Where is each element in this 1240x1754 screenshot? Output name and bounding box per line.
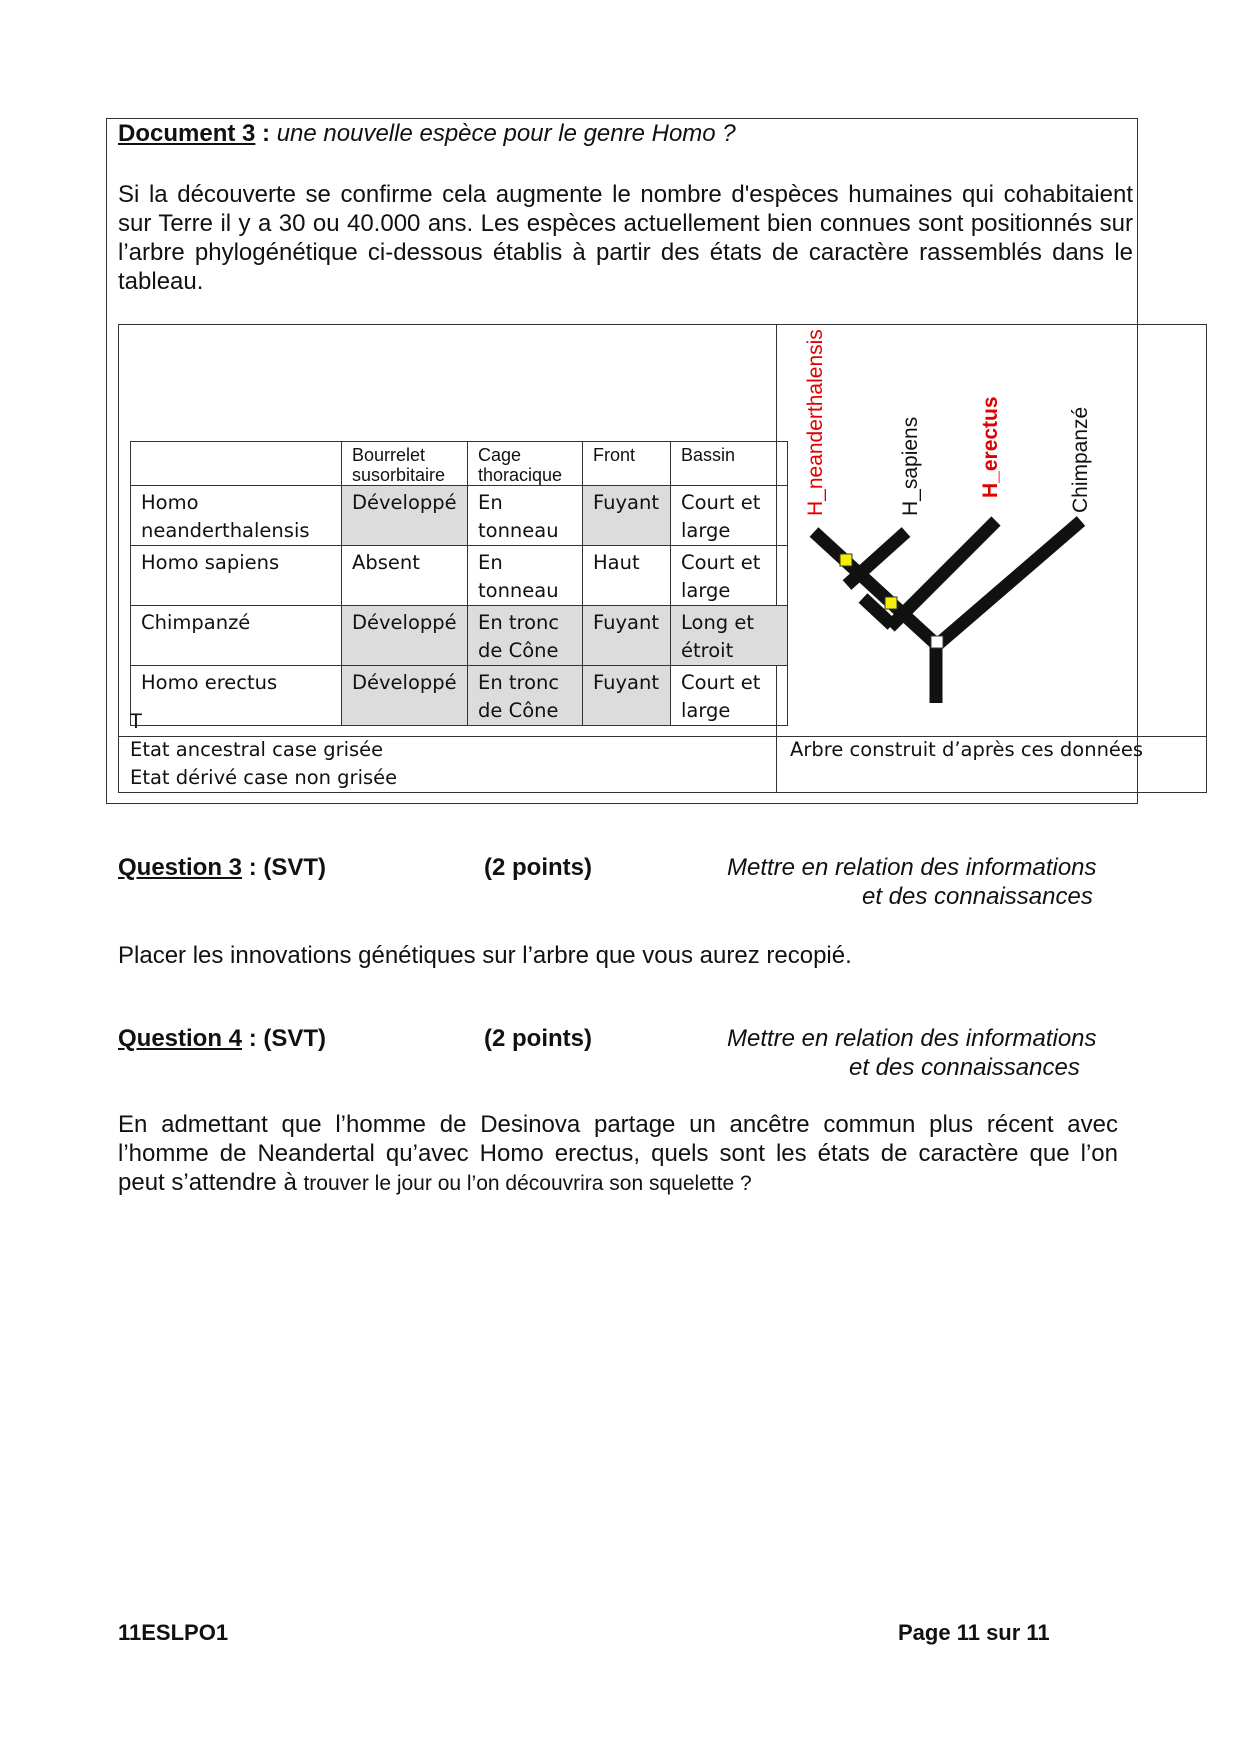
frame-mid-line [118,736,1207,737]
question3-points: (2 points) [484,854,592,881]
header-cell-cage: Cage thoracique [468,442,583,486]
legend-derived: Etat dérivé case non grisée [130,766,398,789]
question4-suffix: : (SVT) [242,1025,327,1052]
frame-right-line [1206,324,1207,792]
leaf-label-neanderthalensis: H_neanderthalensis [804,329,827,516]
node-yellow-1 [840,554,852,566]
document-paragraph: Si la découverte se confirme cela augmente le nombre d'espèces humaines qui cohabitaient sur Terre il y a 30 ou 40.000 ans. Les espèces actuellement bien connues sont positionnés sur l’arbre phylogénétique ci-dessous établis à partir des états de caractère rassemblés dans le tableau. [118,181,1133,295]
footer-code: 11ESLPO1 [118,1620,229,1645]
character-table [130,441,788,726]
frame-bottom-line [118,792,1207,793]
front-cell: Haut [583,546,671,606]
bourrelet-cell: Développé [342,666,468,726]
table-row [131,606,788,666]
node-yellow-2 [885,597,897,609]
question4-text-line1: En admettant que l’homme de Desinova partage un ancêtre commun plus récent avec [118,1111,1118,1138]
question4-skill-line2: et des connaissances [849,1054,1080,1081]
bassin-cell: Long et étroit [671,606,788,666]
question4-points: (2 points) [484,1025,592,1052]
front-cell: Fuyant [583,666,671,726]
legend-ancestral: Etat ancestral case grisée [130,738,384,761]
species-cell: Homo neanderthalensis [131,486,342,546]
branch-chimpanze [936,521,1081,646]
header-cell-bourrelet: Bourrelet susorbitaire [342,442,468,486]
front-cell: Fuyant [583,606,671,666]
cage-cell: En tonneau [468,546,583,606]
table-row [131,546,788,606]
question3-skill-line2: et des connaissances [862,883,1093,910]
bourrelet-cell: Développé [342,606,468,666]
header-cell-bassin: Bassin [671,442,788,486]
question3-label: Question 3 [118,854,243,881]
question4-label: Question 4 [118,1025,243,1052]
document-colon: : [255,120,277,147]
node-white-root [931,636,943,648]
branch-sapiens [847,532,906,585]
question4-skill-line1: Mettre en relation des informations [727,1025,1097,1052]
question3-heading [118,854,326,882]
table-row [131,666,788,726]
cage-cell: En tonneau [468,486,583,546]
branch-neanderthalensis [814,532,937,645]
frame-left-line [118,324,119,792]
footer-page-number: Page 11 sur 11 [898,1620,1050,1645]
bourrelet-cell: Développé [342,486,468,546]
leaf-label-chimpanze: Chimpanzé [1069,406,1092,513]
question3-text: Placer les innovations génétiques sur l’arbre que vous aurez recopié. [118,942,852,969]
bassin-cell: Court et large [671,546,788,606]
species-cell: Chimpanzé [131,606,342,666]
front-cell: Fuyant [583,486,671,546]
stray-letter: T [130,710,142,733]
table-header-row [131,442,788,486]
bourrelet-cell: Absent [342,546,468,606]
bassin-cell: Court et large [671,486,788,546]
question3-suffix: : (SVT) [242,854,327,881]
document-title [118,120,736,148]
question4-text-line3 [118,1168,752,1198]
question4-text-line2: l’homme de Neandertal qu’avec Homo erectus, quels sont les états de caractère que l’on [118,1140,1118,1167]
question3-skill-line1: Mettre en relation des informations [727,854,1097,881]
document-subtitle: une nouvelle espèce pour le genre Homo ? [276,120,736,147]
question4-heading [118,1025,326,1053]
species-cell: Homo erectus [131,666,342,726]
header-cell-empty [131,442,342,486]
phylogenetic-tree [778,326,1204,734]
cage-cell: En tronc de Cône [468,666,583,726]
cage-cell: En tronc de Cône [468,606,583,666]
tree-caption: Arbre construit d’après ces données [790,738,1144,761]
header-cell-front: Front [583,442,671,486]
bassin-cell: Court et large [671,666,788,726]
question4-text-line3b: trouver le jour ou l’on découvrira son squelette ? [303,1172,752,1195]
frame-top-line [118,324,1207,325]
leaf-label-sapiens: H_sapiens [899,416,922,516]
question4-text-line3a: peut s’attendre à [118,1169,304,1196]
document-label: Document 3 [118,120,256,147]
leaf-label-erectus: H_erectus [979,396,1002,498]
species-cell: Homo sapiens [131,546,342,606]
table-row [131,486,788,546]
